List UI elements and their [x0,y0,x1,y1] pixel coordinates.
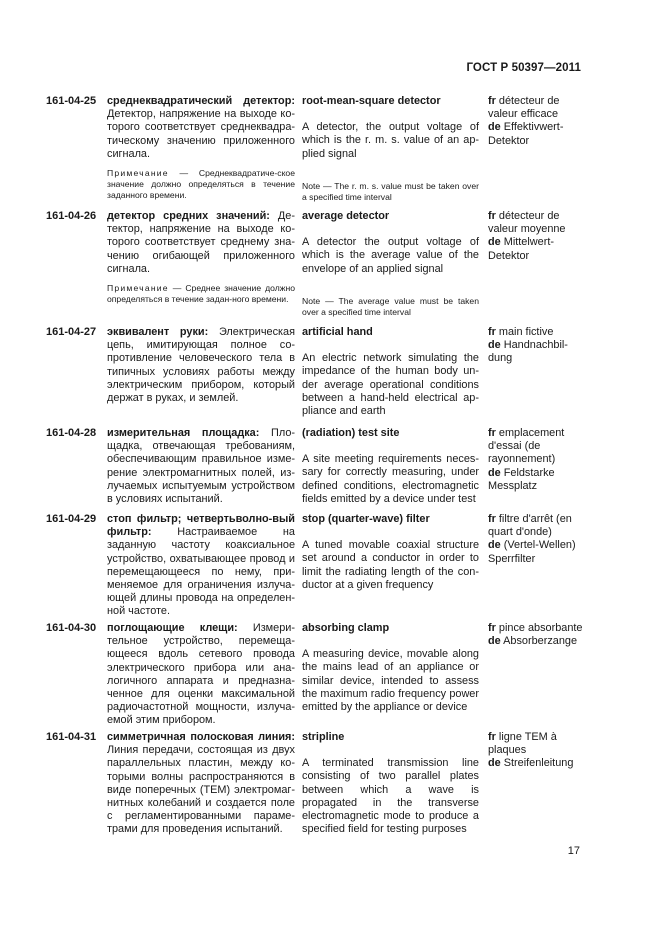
russian-term: детектор средних значений: [107,210,270,222]
russian-text: Детектор, напряжение на выходе ко-торого соответствует среднеквадра-тическому значению приложенного сигнала. [107,108,295,160]
english-note: Note — The r. m. s. value must be taken over a specified time interval [302,180,479,202]
russian-text: Электрическая цепь, имитирующая полное со-противление человеческого тела в типичных условиях работы между электрическим прибором, который держат в руках, и землей. [107,326,295,405]
note-text: — Среднее значение должно определяться в течение задан-ного времени. [107,283,295,305]
foreign-equivalents [488,210,588,263]
note-text: — Среднеквадратиче-ское значение должно определяться в течение заданного времени. [107,168,295,201]
english-definition [302,622,479,714]
russian-definition [107,513,295,619]
french-term: ligne TEM à plaques [488,731,557,757]
english-definition [302,731,479,836]
russian-term: измерительная площадка: [107,427,260,439]
note-label: Примечание [107,168,169,179]
french-term: détecteur de valeur efficace [488,95,560,121]
entry-number: 161-04-28 [46,427,97,439]
german-term: Handnachbil-dung [488,339,568,365]
entry-number: 161-04-31 [46,731,97,743]
english-term: artificial hand [302,326,373,338]
lang-code-fr: fr [488,326,496,338]
english-definition [302,326,479,418]
lang-code-fr: fr [488,427,496,439]
english-term: (radiation) test site [302,427,400,439]
lang-code-fr: fr [488,622,496,634]
german-term: (Vertel-Wellen) Sperrfilter [488,539,576,565]
lang-code-de: de [488,635,501,648]
foreign-equivalents [488,95,588,148]
russian-definition [107,731,295,837]
german-term: Mittelwert-Detektor [488,236,554,262]
english-definition [302,210,479,318]
foreign-equivalents [488,622,588,648]
english-text: An electric network simulating the impedance of the human body un-der average operational conditions between a hand-held electrical ap-pliance and earth [302,352,479,418]
russian-note [107,168,295,201]
entry-number: 161-04-27 [46,326,97,338]
russian-term: стоп фильтр; четвертьволно-вый фильтр: [107,513,295,539]
russian-text: Настраиваемое на заданную частоту коаксиальное устройство, охватывающее провод и перемещающееся по нему, при-меняемое для ограничения излуча-ющей длины провода на определен-ной частоте. [107,526,295,618]
english-note: Note — The average value must be taken over a specified time interval [302,295,479,317]
lang-code-de: de [488,466,501,479]
note-label: Примечание [107,283,169,294]
russian-definition [107,326,295,405]
lang-code-fr: fr [488,95,496,107]
russian-term: симметричная полосковая линия: [107,731,295,743]
entry-number: 161-04-25 [46,95,97,107]
english-term: average detector [302,210,390,222]
lang-code-de: de [488,539,501,552]
english-text: A detector, the output voltage of which is the r. m. s. value of an ap-plied signal [302,121,479,160]
english-term: absorbing clamp [302,622,390,634]
english-definition [302,95,479,203]
lang-code-fr: fr [488,731,496,743]
russian-definition [107,95,295,201]
russian-text: Пло-щадка, отвечающая требованиям, обеспечивающим правильное изме-рение электромагнитных полей, из-лучаемых испытуемым устройством в условиях испытаний. [107,427,296,506]
english-text: A site meeting requirements neces-sary for correctly measuring, under defined conditions, electromagnetic fields emitted by a device under test [302,453,479,505]
english-text: A detector the output voltage of which is the average value of the envelope of an applied signal [302,236,479,275]
lang-code-de: de [488,339,501,352]
russian-text: Де-тектор, напряжение на выходе ко-торого соответствует среднему зна-чению огибающей приложенного сигнала. [107,210,295,275]
foreign-equivalents [488,731,588,771]
russian-definition [107,427,295,506]
english-definition [302,427,479,506]
english-term: stop (quarter-wave) filter [302,513,430,525]
russian-definition [107,210,295,305]
french-term: filtre d'arrêt (en quart d'onde) [488,513,572,539]
french-term: main fictive [498,326,554,338]
german-term: Streifenleitung [503,757,574,770]
entry-number: 161-04-26 [46,210,97,222]
lang-code-de: de [488,121,501,134]
russian-text: Измери-тельное устройство, перемеща-ющееся вдоль сетевого провода электрического прибора или ана-логичного аппарата и предназна-ченное для оценки максимальной радиочастотной мощности, излуча-емой этим прибором. [107,622,295,727]
french-term: emplacement d'essai (de rayonnement) [488,427,565,466]
entry-number: 161-04-29 [46,513,97,525]
english-text: A terminated transmission line consisting of two parallel plates between which a wave is propagated in the transverse electromagnetic mode to produce a specified field for testing purposes [302,757,479,836]
russian-term: эквивалент руки: [107,326,209,338]
english-definition [302,513,479,592]
foreign-equivalents [488,427,588,493]
french-term: détecteur de valeur moyenne [488,210,566,236]
page-number: 17 [567,845,580,857]
english-term: stripline [302,731,345,743]
german-term: Absorberzange [503,635,578,648]
german-term: Feldstarke Messplatz [488,466,555,492]
lang-code-de: de [488,236,501,249]
foreign-equivalents [488,326,588,366]
english-term: root-mean-square detector [302,95,441,107]
entry-number: 161-04-30 [46,622,97,634]
lang-code-fr: fr [488,210,496,222]
russian-text: Линия передачи, состоящая из двух параллельных пластин, между ко-торыми волны распространяются в виде поперечных (ТЕМ) электромаг-нитных колебаний и создается поле с регламентированными параме-трами для проведения испытаний. [107,744,295,836]
german-term: Effektivwert-Detektor [488,121,564,147]
lang-code-fr: fr [488,513,496,525]
standard-designation: ГОСТ Р 50397—2011 [466,62,581,74]
foreign-equivalents [488,513,588,566]
french-term: pince absorbante [498,622,583,634]
russian-definition [107,622,295,728]
russian-term: поглощающие клещи: [107,622,238,634]
english-text: A measuring device, movable along the mains lead of an appliance or similar device, intended to assess the maximum radio frequency power emitted by the appliance or device [302,648,479,714]
lang-code-de: de [488,757,501,770]
english-text: A tuned movable coaxial structure set around a conductor in order to limit the radiating length of the con-ductor at a given frequency [302,539,479,591]
russian-term: среднеквадратический детектор: [107,95,295,107]
russian-note [107,283,295,305]
